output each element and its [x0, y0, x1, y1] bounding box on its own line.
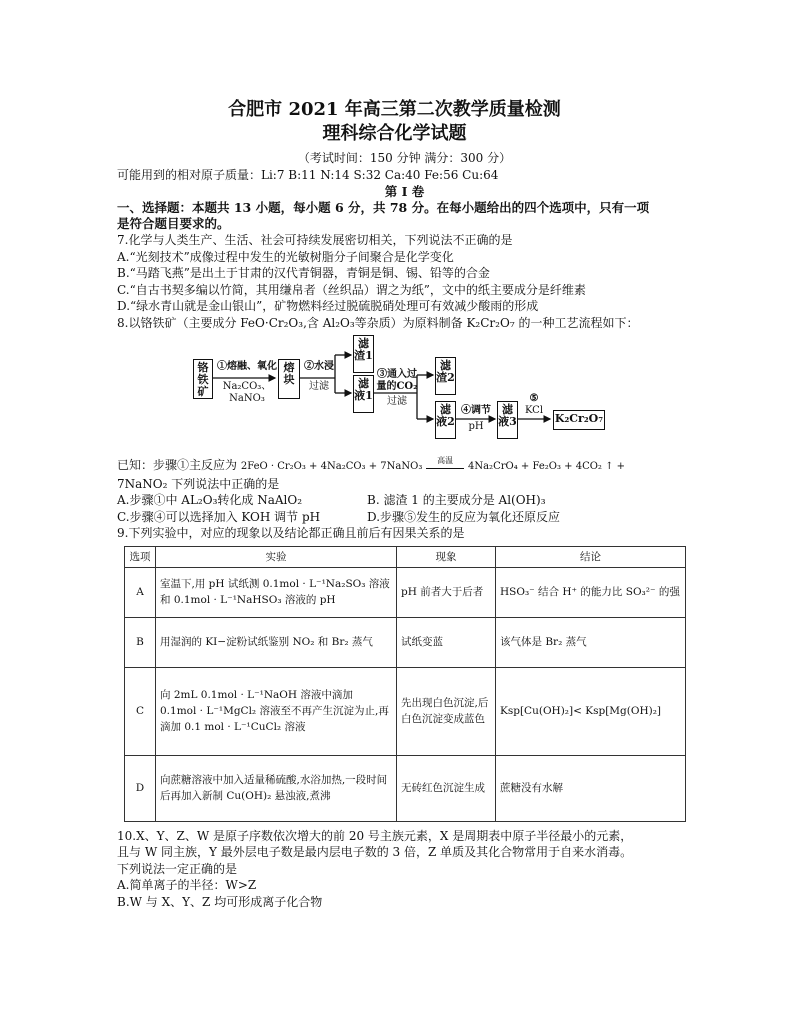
row-b-phenomenon: 试纸变蓝 [397, 617, 496, 667]
label-step3-b: 过滤 [387, 396, 407, 407]
label-step5: ⑤ [529, 393, 539, 404]
table-row [125, 567, 686, 617]
q8-option-a: A.步骤①中 AL₂O₃转化成 NaAlO₂ [117, 493, 303, 507]
q8-products: 4Na₂CrO₄ + Fe₂O₃ + 4CO₂ ↑ + [467, 461, 626, 472]
row-d-phenomenon: 无砖红色沉淀生成 [397, 755, 496, 821]
table-row [125, 667, 686, 755]
row-c-conclusion: Ksp[Cu(OH)₂]< Ksp[Mg(OH)₂] [496, 667, 686, 755]
header-option: 选项 [125, 546, 156, 567]
process-flowchart [187, 335, 657, 455]
row-c-option: C [125, 667, 156, 755]
q8-option-b: B. 滤渣 1 的主要成分是 Al(OH)₃ [367, 493, 546, 507]
label-step2: ②水浸 [304, 361, 334, 372]
q8-options-cd [117, 509, 692, 526]
section-instructions-1: 一、选择题：本题共 13 小题，每小题 6 分，共 78 分。在每小题给出的四个选项中，只有一项 [117, 200, 650, 215]
q10-option-b: B.W 与 X、Y、Z 均可形成离子化合物 [117, 894, 323, 909]
q7-option-c: C.“自古书契多编以竹简，其用缣帛者（丝织品）谓之为纸”，文中的纸主要成分是纤维素 [117, 282, 586, 297]
box-product: K₂Cr₂O₇ [553, 410, 605, 430]
q8-known-prefix: 已知：步骤①主反应为 [117, 458, 241, 472]
q8-options-ab [117, 492, 692, 509]
row-c-experiment: 向 2mL 0.1mol · L⁻¹NaOH 溶液中滴加 0.1mol · L⁻¹MgCl₂ 溶液至不再产生沉淀为止,再滴加 0.1 mol · L⁻¹CuCl₂ 溶液 [156, 667, 397, 755]
reaction-arrow [426, 456, 464, 469]
box-filtrate3: 滤液3 [497, 401, 518, 439]
q10-line2: 且与 W 同主族，Y 最外层电子数是最内层电子数的 3 倍，Z 单质及其化合物常用于自来水消毒。 [117, 845, 633, 859]
table-row [125, 755, 686, 821]
row-a-experiment: 室温下,用 pH 试纸测 0.1mol · L⁻¹Na₂SO₃ 溶液和 0.1mol · L⁻¹NaHSO₃ 溶液的 pH [156, 567, 397, 617]
q8-option-d: D.步骤⑤发生的反应为氧化还原反应 [367, 509, 561, 524]
exam-subtitle: 理科综合化学试题 [322, 123, 467, 144]
q10-option-a: A.简单离子的半径：W>Z [117, 878, 257, 892]
q9-stem: 9.下列实验中，对应的现象以及结论都正确且前后有因果关系的是 [117, 526, 465, 540]
box-filtrate1: 滤液1 [353, 375, 374, 413]
label-step2-b: 过滤 [309, 381, 329, 392]
q7-stem: 7.化学与人类生产、生活、社会可持续发展密切相关，下列说法不正确的是 [117, 233, 513, 247]
q8-known [117, 457, 692, 476]
q10-line3: 下列说法一定正确的是 [117, 861, 238, 876]
box-residue2: 滤渣2 [435, 357, 456, 395]
row-b-conclusion: 该气体是 Br₂ 蒸气 [496, 617, 686, 667]
reaction-condition: 高温 [437, 456, 454, 465]
label-step3: ③通入过量的CO₂ [376, 369, 418, 392]
q7-option-d: D.“绿水青山就是金山银山”，矿物燃料经过脱硫脱硝处理可有效减少酸雨的形成 [117, 299, 539, 313]
q10-line1: 10.X、Y、Z、W 是原子序数依次增大的前 20 号主族元素，X 是周期表中原子半径最小的元素， [117, 828, 633, 843]
box-residue1: 滤渣1 [353, 335, 374, 373]
label-step4: ④调节 [461, 405, 491, 416]
row-a-option: A [125, 567, 156, 617]
row-a-phenomenon: pH 前者大于后者 [397, 567, 496, 617]
section-instructions-2: 是符合题目要求的。 [117, 216, 230, 231]
header-experiment: 实验 [156, 546, 397, 567]
q8-stem: 8.以铬铁矿（主要成分 FeO·Cr₂O₃,含 Al₂O₃等杂质）为原料制备 K₂Cr₂O₇ 的一种工艺流程如下： [117, 315, 639, 330]
row-b-option: B [125, 617, 156, 667]
row-b-experiment: 用湿润的 KI−淀粉试纸鉴别 NO₂ 和 Br₂ 蒸气 [156, 617, 397, 667]
header-phenomenon: 现象 [397, 546, 496, 567]
box-filtrate2: 滤液2 [435, 401, 456, 439]
row-c-phenomenon: 先出现白色沉淀,后白色沉淀变成蓝色 [397, 667, 496, 755]
q9-table [124, 546, 686, 822]
q9-table-header [125, 546, 686, 567]
exam-info: （考试时间：150 分钟 满分：300 分） [297, 151, 512, 165]
q8-equation: 2FeO · Cr₂O₃ + 4Na₂CO₃ + 7NaNO₃ [240, 461, 423, 472]
volume-heading: 第 I 卷 [384, 184, 425, 199]
label-step4-b: pH [468, 421, 484, 432]
row-d-conclusion: 蔗糖没有水解 [496, 755, 686, 821]
exam-title: 合肥市 2021 年高三第二次教学质量检测 [228, 99, 561, 120]
header-conclusion: 结论 [496, 546, 686, 567]
q8-option-c: C.步骤④可以选择加入 KOH 调节 pH [117, 509, 321, 524]
atomic-masses: 可能用到的相对原子质量：Li:7 B:11 N:14 S:32 Ca:40 Fe:56 Cu:64 [117, 168, 499, 182]
q7-option-a: A.“光刻技术”成像过程中发生的光敏树脂分子间聚合是化学变化 [117, 249, 454, 264]
label-step5-b: KCl [524, 405, 544, 416]
box-block: 熔块 [278, 359, 300, 399]
q8-equation-tail: 7NaNO₂ 下列说法中正确的是 [117, 476, 280, 491]
exam-page [117, 98, 692, 910]
box-ore: 铬铁矿 [193, 359, 213, 399]
q7-option-b: B.“马踏飞燕”是出土于甘肃的汉代青铜器，青铜是铜、锡、铅等的合金 [117, 266, 490, 280]
label-step1: ①熔融、氧化 [217, 361, 277, 372]
table-row [125, 617, 686, 667]
label-step1-reagents: Na₂CO₃、NaNO₃ [222, 381, 272, 404]
row-d-experiment: 向蔗糖溶液中加入适量稀硫酸,水浴加热,一段时间后再加入新制 Cu(OH)₂ 悬浊液,煮沸 [156, 755, 397, 821]
row-a-conclusion: HSO₃⁻ 结合 H⁺ 的能力比 SO₃²⁻ 的强 [496, 567, 686, 617]
row-d-option: D [125, 755, 156, 821]
